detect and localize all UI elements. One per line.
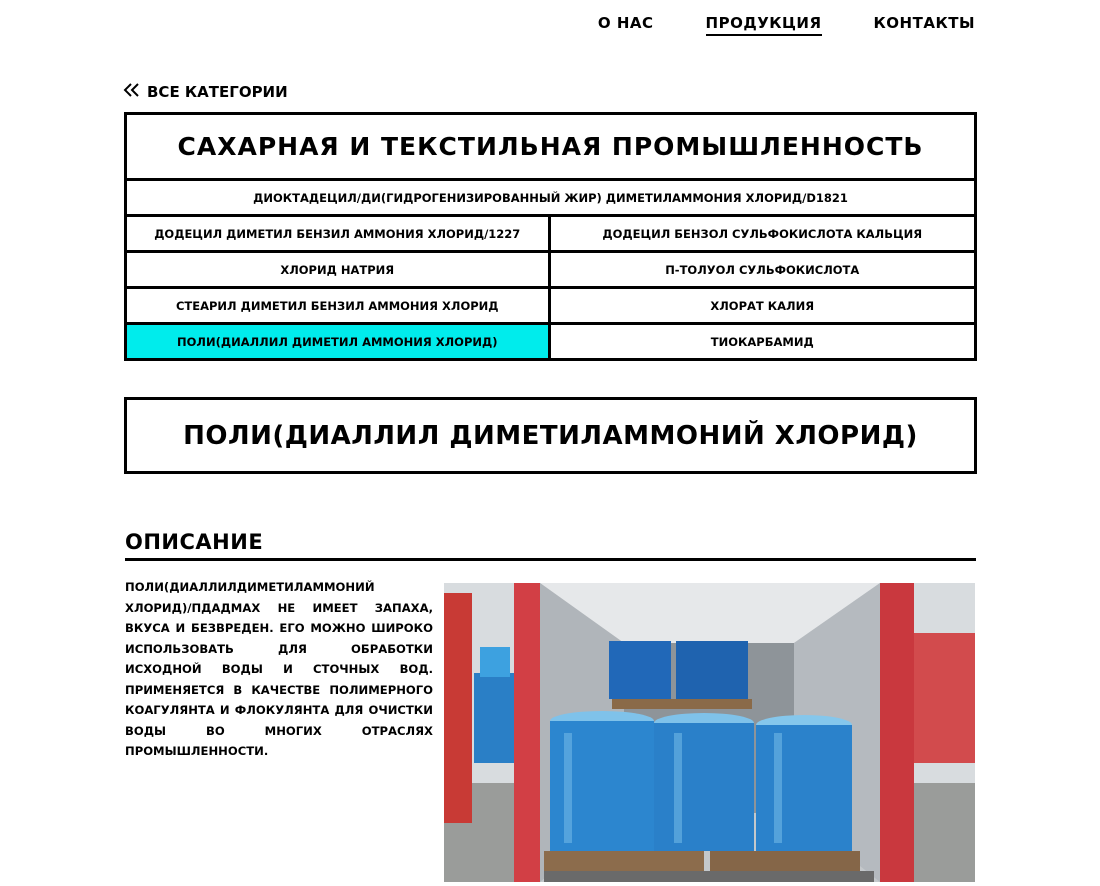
category-item[interactable]: ТИОКАРБАМИД xyxy=(710,334,814,349)
category-item[interactable]: ДОДЕЦИЛ БЕНЗОЛ СУЛЬФОКИСЛОТА КАЛЬЦИЯ xyxy=(551,217,975,253)
category-item[interactable]: ХЛОРАТ КАЛИЯ xyxy=(551,289,975,325)
top-nav xyxy=(598,14,975,36)
category-item-d1821[interactable]: ДИОКТАДЕЦИЛ/ДИ(ГИДРОГЕНИЗИРОВАННЫЙ ЖИР) ДИМЕТИЛАММОНИЯ ХЛОРИД/D1821 xyxy=(127,181,974,217)
all-categories-link[interactable] xyxy=(123,83,288,101)
nav-item-products[interactable]: ПРОДУКЦИЯ xyxy=(706,14,822,36)
all-categories-label: ВСЕ КАТЕГОРИИ xyxy=(147,83,288,101)
category-panel xyxy=(124,112,977,361)
nav-item-contacts[interactable]: КОНТАКТЫ xyxy=(873,14,975,32)
product-title: ПОЛИ(ДИАЛЛИЛ ДИМЕТИЛАММОНИЙ ХЛОРИД) xyxy=(124,397,977,474)
category-item[interactable]: ДОДЕЦИЛ ДИМЕТИЛ БЕНЗИЛ АММОНИЯ ХЛОРИД/1227 xyxy=(127,217,551,253)
description-heading: ОПИСАНИЕ xyxy=(125,530,976,561)
category-item[interactable]: СТЕАРИЛ ДИМЕТИЛ БЕНЗИЛ АММОНИЯ ХЛОРИД xyxy=(127,289,551,325)
category-item-selected[interactable]: ПОЛИ(ДИАЛЛИЛ ДИМЕТИЛ АММОНИЯ ХЛОРИД) xyxy=(127,325,551,358)
container-drums-photo xyxy=(444,583,975,882)
category-item[interactable]: П-ТОЛУОЛ СУЛЬФОКИСЛОТА xyxy=(551,253,975,289)
double-chevron-left-icon xyxy=(123,83,141,101)
category-title: САХАРНАЯ И ТЕКСТИЛЬНАЯ ПРОМЫШЛЕННОСТЬ xyxy=(127,115,974,181)
nav-item-about[interactable]: О НАС xyxy=(597,14,654,32)
description-text: ПОЛИ(ДИАЛЛИЛДИМЕТИЛАММОНИЙ ХЛОРИД)/ПДАДМАХ НЕ ИМЕЕТ ЗАПАХА, ВКУСА И БЕЗВРЕДЕН. ЕГО МОЖНО ШИРОКО ИСПОЛЬЗОВАТЬ ДЛЯ ОБРАБОТКИ ИСХОДНОЙ ВОДЫ И СТОЧНЫХ ВОД. ПРИМЕНЯЕТСЯ В КАЧЕСТВЕ ПОЛИМЕРНОГО КОАГУЛЯНТА И ФЛОКУЛЯНТА ДЛЯ ОЧИСТКИ ВОДЫ ВО МНОГИХ ОТРАСЛЯХ ПРОМЫШЛЕННОСТИ. xyxy=(125,580,433,758)
product-photo xyxy=(444,583,975,882)
category-grid xyxy=(127,217,974,358)
category-item[interactable]: ХЛОРИД НАТРИЯ xyxy=(127,253,551,289)
